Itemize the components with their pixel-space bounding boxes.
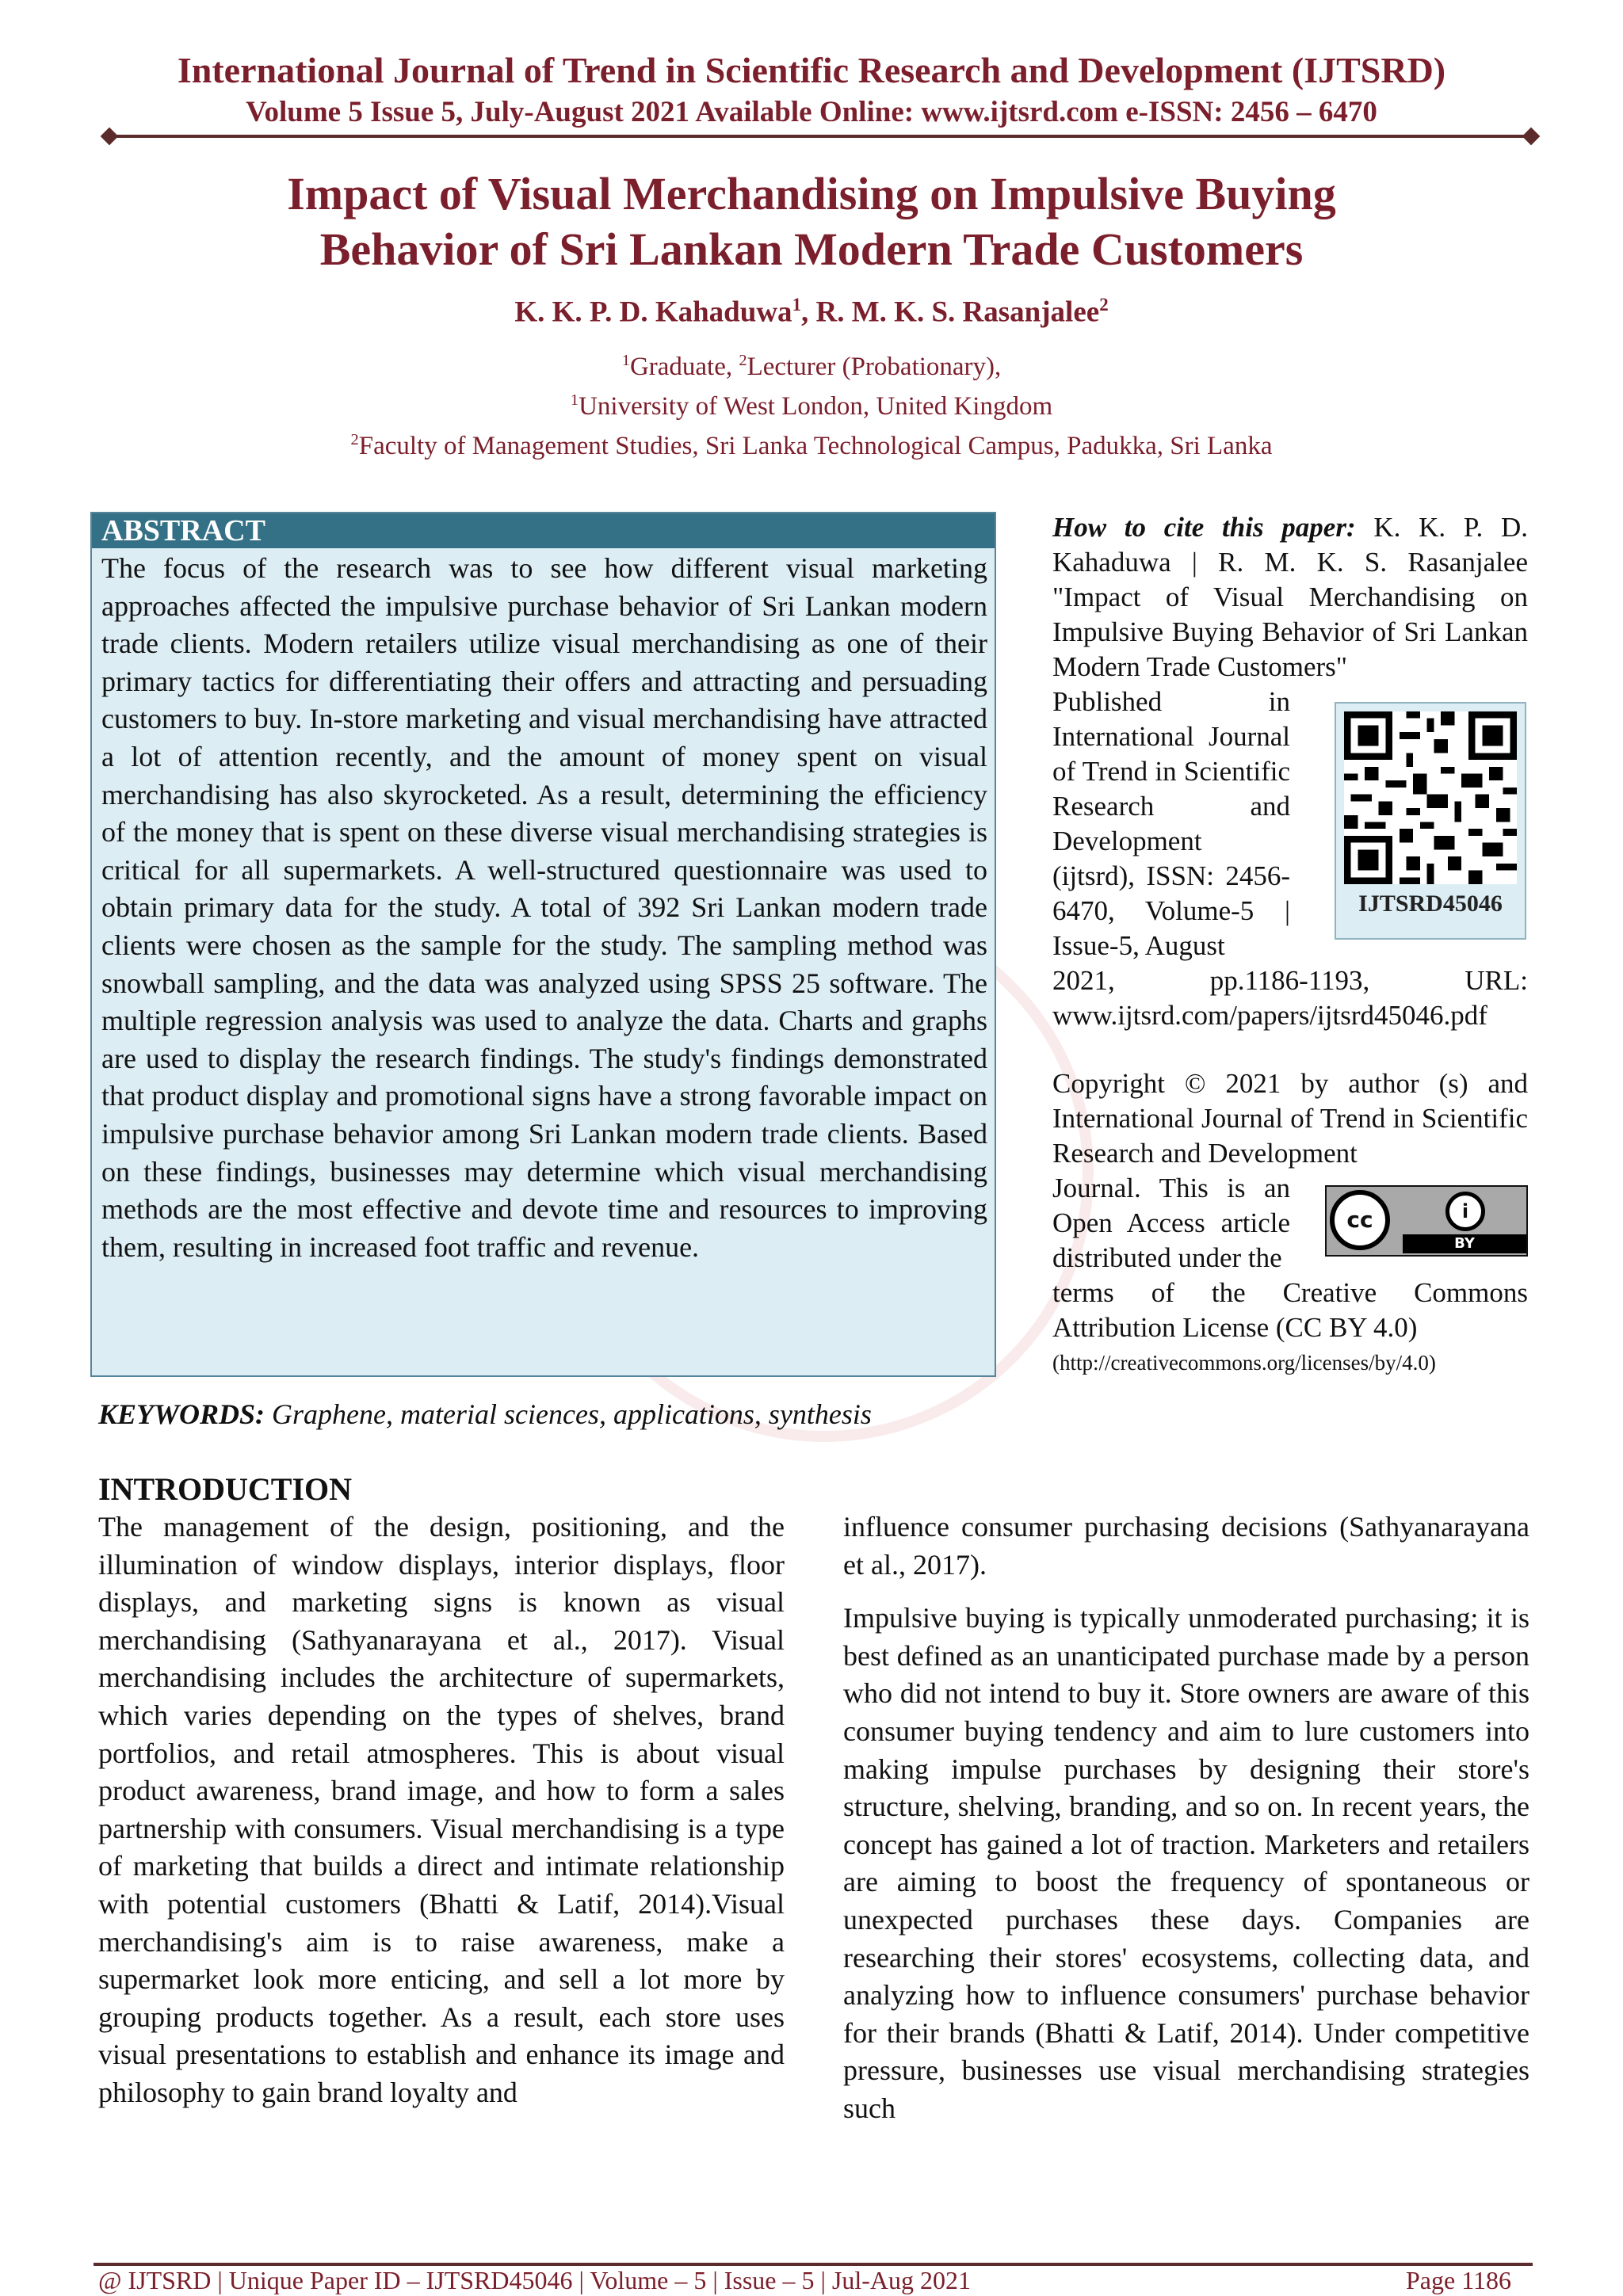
affil-text: Lecturer (Probationary), xyxy=(747,353,1002,381)
qr-code-icon xyxy=(1344,711,1517,884)
page-number: Page 1186 xyxy=(1406,2266,1512,2294)
affil-text: University of West London, United Kingdom xyxy=(579,392,1053,421)
affil-mark: 1 xyxy=(621,352,630,369)
copyright-text-bottom: terms of the Creative Commons Attribution License (CC BY 4.0) xyxy=(1052,1277,1528,1343)
qr-code-panel xyxy=(1335,702,1526,940)
paper-id-label: IJTSRD45046 xyxy=(1358,891,1503,917)
cite-text-narrow: Published in International Journal of Trend in Scientific Research and Development (ijtsrd), ISSN: 2456-6470, Volume-5 | Issue-5, August xyxy=(1052,686,1290,961)
paragraph: influence consumer purchasing decisions (Sathyanarayana et al., 2017). xyxy=(843,1511,1529,1581)
paragraph: Impulsive buying is typically unmoderated purchasing; it is best defined as an unanticipated purchase made by a person who did not intend to buy it. Store owners are aware of this consumer buying tendency and aim to lure customers into making impulse purchases by designing their store's structure, shelving, branding, and so on. In recent years, the concept has gained a lot of traction. Marketers and retailers are aiming to boost the frequency of spontaneous or unexpected purchases these days. Companies are researching their stores' ecosystems, collecting data, and analyzing how to influence consumers' purchase behavior for their brands (Bhatti & Latif, 2014). Under competitive pressure, businesses use visual merchandising strategies such xyxy=(843,1602,1529,2124)
paper-title xyxy=(0,166,1623,277)
affiliation-line xyxy=(0,431,1623,461)
divider-diamond-icon xyxy=(1522,128,1541,146)
author-affil-mark: 1 xyxy=(792,295,802,315)
footer-citation: @ IJTSRD | Unique Paper ID – IJTSRD45046 | Volume – 5 | Issue – 5 | Jul-Aug 2021 xyxy=(98,2266,971,2294)
creative-commons-icon: cc xyxy=(1330,1190,1390,1250)
keywords-text: Graphene, material sciences, applications, synthesis xyxy=(265,1398,872,1430)
divider-diamond-icon xyxy=(101,128,119,146)
author-separator: , xyxy=(801,296,816,329)
abstract-box xyxy=(90,512,996,1377)
copyright-text: Copyright © 2021 by author (s) and International Journal of Trend in Scientific Research and Development xyxy=(1052,1068,1528,1169)
author-name: R. M. K. S. Rasanjalee xyxy=(815,296,1100,329)
cite-top xyxy=(1052,510,1528,685)
by-label: BY xyxy=(1403,1234,1526,1253)
journal-title: International Journal of Trend in Scientific Research and Development (IJTSRD) xyxy=(177,50,1446,90)
license-url: (http://creativecommons.org/licenses/by/4.0) xyxy=(1052,1351,1436,1375)
cite-label: How to cite this paper: xyxy=(1052,512,1356,543)
paper-title-line: Behavior of Sri Lankan Modern Trade Customers xyxy=(319,223,1304,275)
paper-title-line: Impact of Visual Merchandising on Impulsive Buying xyxy=(287,168,1336,219)
keywords xyxy=(98,1398,872,1431)
cite-text-bottom: 2021, pp.1186-1193, URL: www.ijtsrd.com/papers/ijtsrd45046.pdf xyxy=(1052,965,1528,1031)
author-name: K. K. P. D. Kahaduwa xyxy=(514,296,792,329)
affil-text: Faculty of Management Studies, Sri Lanka Technological Campus, Padukka, Sri Lanka xyxy=(358,432,1273,460)
journal-issue-line: Volume 5 Issue 5, July-August 2021 Available Online: www.ijtsrd.com e-ISSN: 2456 – 6470 xyxy=(246,96,1377,128)
cite-text: K. K. P. D. Kahaduwa | R. M. K. S. Rasanjalee "Impact of Visual Merchandising on Impulsive Buying Behavior of Sri Lankan Modern Trade Customers" xyxy=(1052,512,1528,682)
affil-mark: 2 xyxy=(739,352,747,369)
cc-by-badge xyxy=(1325,1185,1528,1257)
abstract-text: The focus of the research was to see how different visual marketing approaches affected the impulsive purchase behavior of Sri Lankan modern trade clients. Modern retailers utilize visual merchandising as one of their primary tactics for differentiating their offers and attracting and persuading customers to buy. In-store marketing and visual merchandising have attracted a lot of attention recently, and the amount of money spent on visual merchandising has also skyrocketed. As a result, determining the efficiency of the money that is spent on these diverse visual merchandising strategies is critical for all supermarkets. A well-structured questionnaire was used to obtain primary data for the study. A total of 392 Sri Lankan modern trade clients were chosen as the sample for the study. The sampling method was snowball sampling, and the data was analyzed using SPSS 25 software. The multiple regression analysis was used to analyze the data. Charts and graphs are used to display the research findings. The study's findings demonstrated that product display and promotional signs have a strong favorable impact on impulsive purchase behavior among Sri Lankan modern trade clients. Based on these findings, businesses may determine which visual merchandising methods are the most effective and devote time and resources to improving them, resulting in increased foot traffic and revenue. xyxy=(101,552,987,1263)
affiliation-line xyxy=(0,391,1623,421)
copyright-text-narrow: Journal. This is an Open Access article distributed under the xyxy=(1052,1173,1290,1273)
intro-left-column: The management of the design, positioning, and the illumination of window displays, interior displays, floor displays, and marketing signs is known as visual merchandising (Sathyanarayana et al., 2017). Visual merchandising includes the architecture of supermarkets, which varies depending on the types of shelves, brand portfolios, and retail atmospheres. This is about visual product awareness, brand image, and how to form a sales partnership with consumers. Visual merchandising is a type of marketing that builds a direct and intimate relationship with potential customers (Bhatti & Latif, 2014).Visual merchandising's aim is to raise awareness, make a supermarket look more enticing, and sell a lot more by grouping products together. As a result, each store uses visual presentations to establish and enhance its image and philosophy to gain brand loyalty and xyxy=(98,1511,785,2108)
header-divider xyxy=(108,135,1531,138)
author-list xyxy=(0,295,1623,329)
affil-mark: 2 xyxy=(350,431,359,448)
keywords-label: KEYWORDS: xyxy=(98,1398,265,1430)
affiliation-line xyxy=(0,352,1623,382)
affil-mark: 1 xyxy=(570,391,579,409)
abstract-heading: ABSTRACT xyxy=(92,513,995,548)
affil-text: Graduate, xyxy=(629,353,739,381)
author-affil-mark: 2 xyxy=(1099,295,1109,315)
attribution-person-icon: i xyxy=(1445,1192,1485,1231)
intro-right-column xyxy=(843,1508,1529,2144)
section-heading: INTRODUCTION xyxy=(98,1471,353,1507)
